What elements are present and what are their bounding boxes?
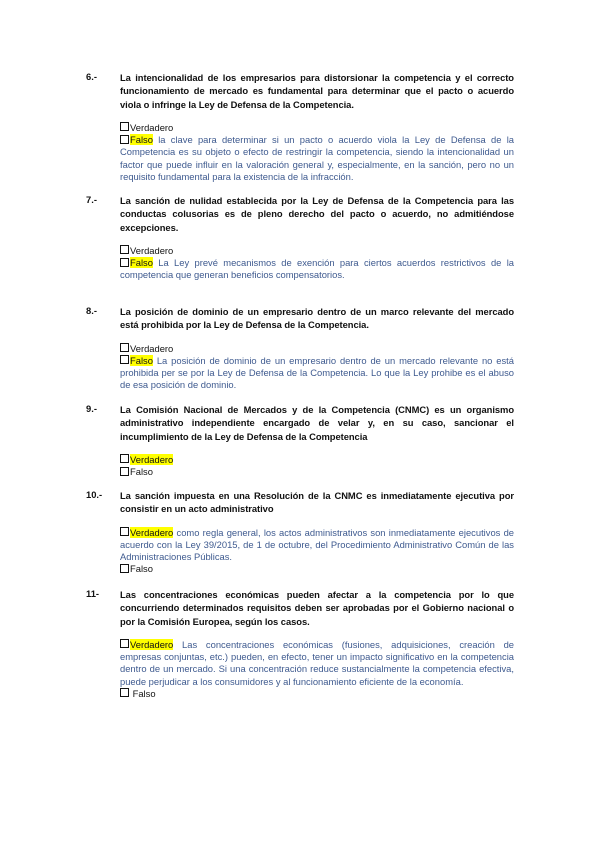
checkbox-icon[interactable]: [120, 639, 129, 648]
option-label: Falso: [130, 466, 153, 478]
question-text: La sanción de nulidad establecida por la Ley de Defensa de la Competencia para las conductas colusorias es de pleno derecho del pacto o acuerdo, no admitiéndose excepciones.: [120, 195, 514, 233]
option-label: Falso: [130, 687, 156, 699]
question-8: [86, 305, 514, 391]
question-text: La Comisión Nacional de Mercados y de la Competencia (CNMC) es un organismo administrativo independiente encargado de velar y, en su caso, sancionar el incumplimiento de la Ley de Defensa de la Competencia: [120, 404, 514, 442]
option-label: Falso: [130, 354, 153, 366]
question-number: 7.-: [86, 194, 97, 205]
question-number: 9.-: [86, 403, 97, 414]
option-label: Verdadero: [130, 244, 174, 256]
question-text: La intencionalidad de los empresarios para distorsionar la competencia y el correcto funcionamiento de mercado es fundamental para determinar que el pacto o acuerdo viola o infringe la Ley de Defensa de la Competencia.: [120, 72, 514, 110]
question-7: [86, 194, 514, 282]
option-falso[interactable]: [120, 688, 514, 700]
options: [120, 639, 514, 700]
question-number: 11-: [86, 588, 100, 599]
checkbox-icon[interactable]: [120, 467, 129, 476]
checkbox-icon[interactable]: [120, 527, 129, 536]
options: [120, 454, 514, 478]
options: [120, 343, 514, 392]
question-text: La sanción impuesta en una Resolución de la CNMC es inmediatamente ejecutiva por consistir en un acto administrativo: [120, 490, 514, 515]
option-explanation: la clave para determinar si un pacto o acuerdo viola la Ley de Defensa de la Competencia es su objeto o efecto de restringir la competencia, siendo la intencionalidad un factor que puede influir en la valoración general y, especialmente, en la sanción, pero no un requisito fundamental para la existencia de la infracción.: [120, 134, 514, 182]
checkbox-icon[interactable]: [120, 454, 129, 463]
option-explanation: Las concentraciones económicas (fusiones, adquisiciones, creación de empresas conjuntas, etc.) pueden, en efecto, tener un impacto significativo en la competencia dentro de un mercado. Si una concentración reduce sustancialmente la competencia efectiva, puede perjudicar a los consumidores y al funcionamiento eficiente de la economía.: [120, 638, 514, 687]
option-verdadero[interactable]: [120, 454, 514, 466]
options: [120, 245, 514, 282]
option-verdadero[interactable]: [120, 639, 514, 688]
option-label: Verdadero: [130, 342, 174, 354]
checkbox-icon[interactable]: [120, 343, 129, 352]
question-10: [86, 489, 514, 575]
option-verdadero[interactable]: [120, 343, 514, 355]
option-verdadero[interactable]: [120, 245, 514, 257]
option-label: Falso: [130, 134, 153, 146]
option-label: Verdadero: [130, 121, 174, 133]
checkbox-icon[interactable]: [120, 564, 129, 573]
question-text: La posición de dominio de un empresario dentro de un marco relevante del mercado está prohibida por la Ley de Defensa de la Competencia.: [120, 306, 514, 331]
checkbox-icon[interactable]: [120, 135, 129, 144]
checkbox-icon[interactable]: [120, 355, 129, 364]
option-falso[interactable]: [120, 134, 514, 183]
option-label: Verdadero: [130, 638, 174, 650]
option-label: Falso: [130, 257, 153, 269]
option-label: Falso: [130, 563, 153, 575]
question-11: [86, 588, 514, 700]
option-verdadero[interactable]: [120, 122, 514, 134]
option-label: Verdadero: [130, 526, 174, 538]
option-explanation: como regla general, los actos administrativos son inmediatamente ejecutivos de acuerdo con la Ley 39/2015, de 1 de octubre, del Procedimiento Administrativo Común de las Administraciones Públicas.: [120, 526, 514, 562]
options: [120, 122, 514, 183]
checkbox-icon[interactable]: [120, 688, 129, 697]
question-number: 8.-: [86, 305, 97, 316]
option-label: Verdadero: [130, 453, 174, 465]
checkbox-icon[interactable]: [120, 245, 129, 254]
option-falso[interactable]: [120, 563, 514, 575]
question-9: [86, 403, 514, 478]
option-falso[interactable]: [120, 466, 514, 478]
option-falso[interactable]: [120, 355, 514, 392]
question-number: 10.-: [86, 489, 103, 500]
option-verdadero[interactable]: [120, 527, 514, 564]
checkbox-icon[interactable]: [120, 258, 129, 267]
checkbox-icon[interactable]: [120, 122, 129, 131]
options: [120, 527, 514, 576]
question-6: [86, 71, 514, 183]
option-explanation: La Ley prevé mecanismos de exención para ciertos acuerdos restrictivos de la competencia que generan beneficios compensatorios.: [120, 257, 515, 281]
option-explanation: La posición de dominio de un empresario dentro de un mercado relevante no está prohibida per se por la Ley de Defensa de la Competencia. Lo que la Ley prohibe es el abuso de esa posición de dominio.: [120, 354, 514, 391]
option-falso[interactable]: [120, 257, 514, 281]
question-number: 6.-: [86, 71, 97, 82]
question-text: Las concentraciones económicas pueden afectar a la competencia por lo que concurriendo determinados requisitos deben ser aprobadas por el Gobierno nacional o por la Comisión Europea, según los casos.: [120, 589, 514, 627]
